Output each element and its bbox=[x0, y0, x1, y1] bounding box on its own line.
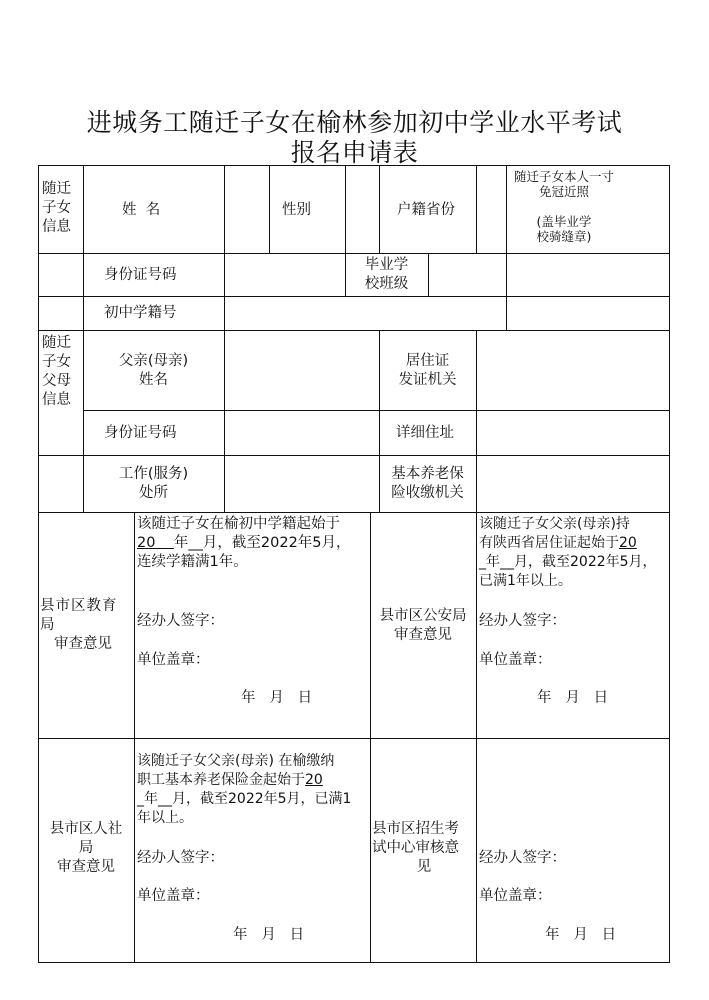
child-section-label: 随迁 子女 信息 bbox=[42, 181, 71, 235]
school-class-label: 毕业学 校班级 bbox=[364, 257, 409, 292]
gender-label: 性别 bbox=[282, 202, 311, 218]
student-number-label: 初中学籍号 bbox=[104, 305, 177, 321]
exam-center-label: 县市区招生考 试中心审核意 见 bbox=[372, 821, 459, 875]
hrss-signer-label: 经办人签字： bbox=[137, 850, 224, 866]
education-review-text: 该随迁子女在榆初中学籍起始于 20 年__月，截至2022年5月， 连续学籍满1年。 bbox=[137, 516, 351, 570]
child-id-label: 身份证号码 bbox=[104, 267, 177, 283]
form-title-line1: 进城务工随迁子女在榆林参加初中学业水平考试 bbox=[86, 108, 623, 137]
police-bureau-label: 县市区公安局 审查意见 bbox=[379, 608, 467, 643]
household-province-label: 户籍省份 bbox=[397, 202, 455, 218]
parent-id-label: 身份证号码 bbox=[104, 425, 177, 441]
police-signer-label: 经办人签字： bbox=[479, 613, 566, 629]
police-date: 年 月 日 bbox=[537, 690, 609, 706]
address-label: 详细住址 bbox=[396, 425, 454, 441]
exam-center-signer-label: 经办人签字： bbox=[479, 850, 566, 866]
exam-center-seal-label: 单位盖章： bbox=[479, 888, 552, 904]
form-title-line2: 报名申请表 bbox=[290, 138, 419, 167]
hrss-date: 年 月 日 bbox=[233, 927, 305, 943]
exam-center-date: 年 月 日 bbox=[545, 927, 617, 943]
education-seal-label: 单位盖章： bbox=[137, 652, 210, 668]
education-bureau-label: 县市区教育 局 审查意见 bbox=[40, 598, 118, 652]
hrss-review-text: 该随迁子女父亲(母亲) 在榆缴纳 职工基本养老保险金起始于20 _年__月，截至2022年5月，已满1 年以上。 bbox=[137, 753, 352, 826]
workplace-label: 工作(服务) 处所 bbox=[118, 466, 189, 501]
parent-name-label: 父亲(母亲) 姓名 bbox=[118, 353, 189, 388]
hrss-seal-label: 单位盖章： bbox=[137, 888, 210, 904]
education-date: 年 月 日 bbox=[241, 690, 313, 706]
parent-section-label: 随迁 子女 父母 信息 bbox=[42, 335, 71, 408]
police-seal-label: 单位盖章： bbox=[479, 652, 552, 668]
name-label: 姓 名 bbox=[122, 202, 161, 218]
pension-authority-label: 基本养老保 险收缴机关 bbox=[391, 466, 464, 501]
photo-placeholder-note: 随迁子女本人一寸 免冠近照 (盖毕业学 校骑缝章) bbox=[513, 169, 614, 244]
police-review-text: 该随迁子女父亲(母亲)持 有陕西省居住证起始于20 _年__月，截至2022年5月， 已满1年以上。 bbox=[479, 516, 657, 589]
residence-permit-authority-label: 居住证 发证机关 bbox=[398, 353, 457, 388]
hrss-bureau-label: 县市区人社 局 审查意见 bbox=[49, 821, 123, 875]
education-signer-label: 经办人签字： bbox=[137, 613, 224, 629]
